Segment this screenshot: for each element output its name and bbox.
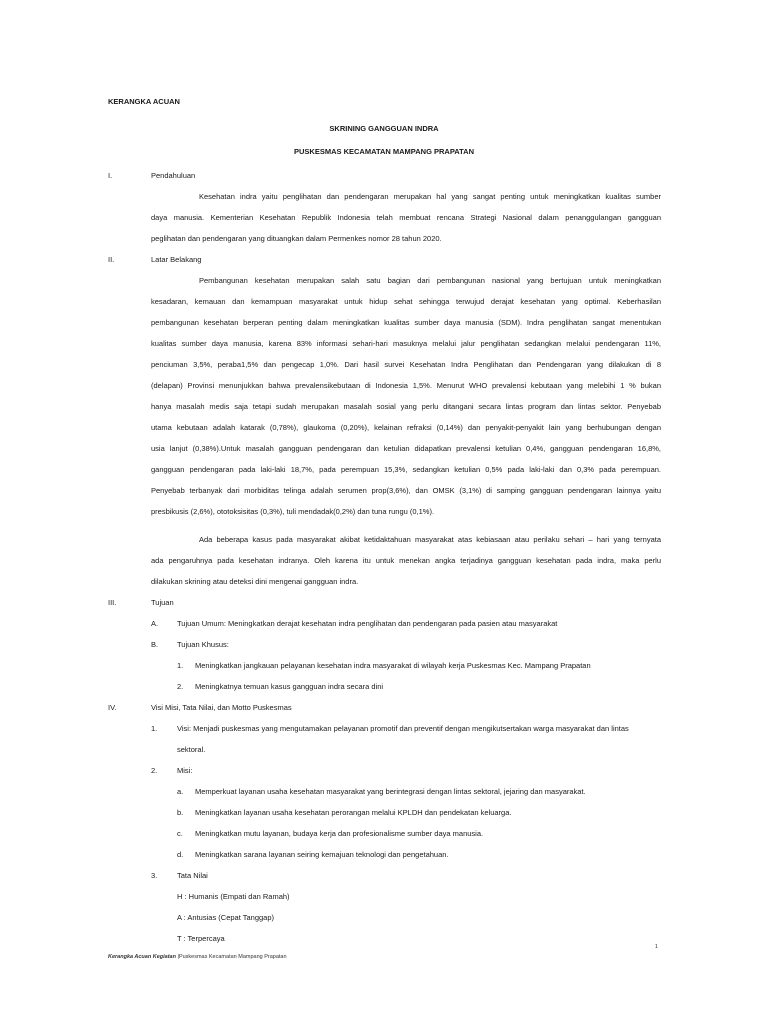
section-4-number: IV. [108, 703, 117, 712]
doc-heading: KERANGKA ACUAN [108, 97, 180, 106]
visi-line: sektoral. [177, 745, 206, 754]
section-2-title: Latar Belakang [151, 255, 202, 264]
misi-item: Meningkatkan sarana layanan seiring kemajuan teknologi dan pengetahuan. [195, 850, 449, 859]
section-1-line: Kesehatan indra yaitu penglihatan dan pendengaran merupakan hal yang sangat penting untuk meningkatkan kualitas sumber [199, 192, 661, 201]
list-marker: 1. [151, 724, 158, 733]
section-1-title: Pendahuluan [151, 171, 196, 180]
footer [108, 954, 287, 961]
list-marker: c. [177, 829, 183, 838]
tata-nilai-item: A : Antusias (Cepat Tanggap) [177, 913, 275, 922]
misi-item: Meningkatkan mutu layanan, budaya kerja dan profesionalisme sumber daya manusia. [195, 829, 484, 838]
section-4-title: Visi Misi, Tata Nilai, dan Motto Puskesmas [151, 703, 292, 712]
tujuan-umum: Tujuan Umum: Meningkatkan derajat kesehatan indra penglihatan dan pendengaran pada pasien atau masyarakat [177, 619, 558, 628]
misi-item: Memperkuat layanan usaha kesehatan masyarakat yang berintegrasi dengan lintas sektoral, jejaring dan masyarakat. [195, 787, 586, 796]
section-2-p1-line: Pembangunan kesehatan merupakan salah satu bagian dari pembangunan nasional yang bertujuan untuk meningkatkan [199, 276, 661, 285]
section-2-p1-line: kualitas sumber daya manusia, karena 83% informasi sehari-hari masuknya melalui jalur penglihatan sedangkan melalui pendengaran 11%, [151, 339, 661, 348]
visi-line: Visi: Menjadi puskesmas yang mengutamakan pelayanan promotif dan preventif dengan mengikutsertakan warga masyarakat dan lintas [177, 724, 629, 733]
tata-nilai-item: T : Terpercaya [177, 934, 225, 943]
section-2-p1-line: presbikusis (2,6%), ototoksisitas (0,3%), tuli mendadak(0,2%) dan tuna rungu (0,1%). [151, 507, 435, 516]
section-1-line: daya manusia. Kementerian Kesehatan Republik Indonesia telah membuat rencana Strategi Nasional dalam penanggulangan gangguan [151, 213, 661, 222]
list-marker: 3. [151, 871, 158, 880]
section-1-number: I. [108, 171, 113, 180]
section-2-p1-line: utama kebutaan adalah katarak (0,78%), glaukoma (0,20%), kelainan refraksi (0,14%) dan penyakit-penyakit lain yang berhubungan dengan [151, 423, 661, 432]
footer-separator: | [175, 954, 179, 960]
list-marker: d. [177, 850, 184, 859]
tujuan-khusus-item: Meningkatkan jangkauan pelayanan kesehatan indra masyarakat di wilayah kerja Puskesmas Kec. Mampang Prapatan [195, 661, 591, 670]
section-2-p1-line: gangguan pendengaran pada laki-laki 18,7%, pada perempuan 15,3%, sedangkan ketulian 0,5% pada laki-laki dan 0,3% pada perempuan. [151, 465, 661, 474]
section-2-p1-line: Penyebab terbanyak dari morbiditas telinga adalah serumen prop(3,6%), dan OMSK (3,1%) di samping gangguan pendengaran lainnya yaitu [151, 486, 661, 495]
list-marker: b. [177, 808, 184, 817]
section-2-number: II. [108, 255, 115, 264]
tujuan-khusus-item: Meningkatnya temuan kasus gangguan indra secara dini [195, 682, 384, 691]
section-1-line: peglihatan dan pendengaran yang dituangkan dalam Permenkes nomor 28 tahun 2020. [151, 234, 442, 243]
list-marker: A. [151, 619, 159, 628]
tujuan-khusus: Tujuan Khusus: [177, 640, 229, 649]
section-2-p1-line: usia lanjut (0,38%).Untuk masalah gangguan pendengaran dan ketulian didapatkan prevalensi ketulian 0,4%, gangguan pendengaran 16,8%, [151, 444, 661, 453]
misi-label: Misi: [177, 766, 193, 775]
list-marker: a. [177, 787, 184, 796]
section-2-p2-line: ada pengaruhnya pada kesehatan indranya. Oleh karena itu untuk menekan angka terjadinya gangguan kesehatan pada indra, maka perlu [151, 556, 661, 565]
list-marker: 1. [177, 661, 184, 670]
section-2-p1-line: kesadaran, kemauan dan kemampuan masyarakat untuk hidup sehat sehingga terwujud derajat kesehatan yang optimal. Keberhasilan [151, 297, 661, 306]
list-marker: 2. [177, 682, 184, 691]
misi-item: Meningkatkan layanan usaha kesehatan perorangan melalui KPLDH dan pendekatan keluarga. [195, 808, 512, 817]
footer-document-name: Kerangka Acuan Kegiatan [108, 954, 176, 960]
tata-nilai-label: Tata Nilai [177, 871, 208, 880]
doc-title: SKRINING GANGGUAN INDRA [329, 124, 439, 133]
list-marker: 2. [151, 766, 158, 775]
section-3-title: Tujuan [151, 598, 174, 607]
footer-institution: Puskesmas Kecamatan Mampang Prapatan [178, 954, 287, 960]
section-2-p1-line: hanya masalah medis saja tetapi sudah merupakan masalah sosial yang perlu ditangani secara lintas program dan lintas sektor. Penyebab [151, 402, 661, 411]
section-2-p2-line: dilakukan skrining atau deteksi dini mengenai gangguan indra. [151, 577, 359, 586]
tata-nilai-item: H : Humanis (Empati dan Ramah) [177, 892, 290, 901]
section-3-number: III. [108, 598, 117, 607]
list-marker: B. [151, 640, 159, 649]
page-number: 1 [655, 944, 658, 950]
section-2-p2-line: Ada beberapa kasus pada masyarakat akibat ketidaktahuan masyarakat atas kebiasaan atau perilaku sehari – hari yang ternyata [199, 535, 661, 544]
section-2-p1-line: (delapan) Provinsi menunjukkan bahwa prevalensikebutaan di Indonesia 1,5%. Menurut WHO prevalensi kebutaan yang melebihi 1 % bukan [151, 381, 661, 390]
section-2-p1-line: pembangunan kesehatan berperan penting dalam meningkatkan kualitas sumber daya manusia (SDM). Indra penglihatan sangat menentukan [151, 318, 661, 327]
section-2-p1-line: penciuman 3,5%, peraba1,5% dan pengecap 1,0%. Dari hasil survei Kesehatan Indra Penglihatan dan Pendengaran yang dilakukan di 8 [151, 360, 661, 369]
doc-subtitle: PUSKESMAS KECAMATAN MAMPANG PRAPATAN [294, 147, 474, 156]
